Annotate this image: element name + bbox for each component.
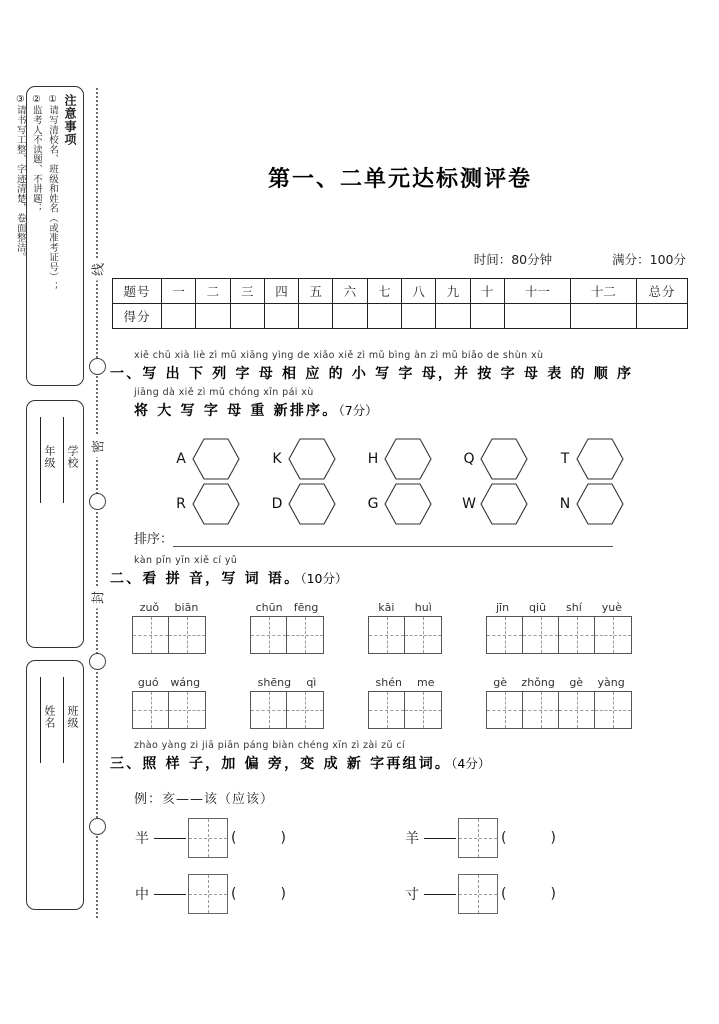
score-cell-6[interactable] (333, 304, 367, 329)
hexagon-icon[interactable] (288, 438, 336, 480)
field-school-label: 学校 (66, 445, 79, 469)
pinyin-syllable: gè (493, 676, 507, 689)
radical-item-1 (132, 818, 286, 858)
question-1-text-2 (110, 400, 690, 420)
hex-item[interactable] (458, 483, 554, 525)
hexagon-icon[interactable] (288, 483, 336, 525)
radical-word-paren[interactable]: ( ) (501, 830, 556, 846)
score-col-9: 九 (436, 279, 470, 304)
question-3-pinyin: zhào yàng zi jiā piān páng biàn chéng xīn zì zài zǔ cí (134, 740, 405, 751)
radical-answer-grid[interactable] (188, 874, 228, 914)
score-cell-8[interactable] (401, 304, 435, 329)
question-3-text (110, 753, 690, 773)
field-name[interactable] (40, 671, 57, 763)
table-row-headers (113, 279, 688, 304)
table-row-scores (113, 304, 688, 329)
radical-base: 寸 (405, 887, 419, 903)
question-2 (110, 555, 690, 588)
tian-cell[interactable] (559, 617, 595, 653)
hex-item[interactable] (170, 438, 266, 480)
question-3-points: （4分） (451, 756, 491, 771)
question-2-number: 二、 (110, 571, 143, 587)
score-cell-5[interactable] (299, 304, 333, 329)
hex-item[interactable] (554, 438, 650, 480)
tian-grid[interactable] (486, 616, 632, 654)
hex-item[interactable] (170, 483, 266, 525)
score-col-total: 总分 (637, 279, 688, 304)
pinyin-syllable: qiū (529, 601, 547, 614)
score-col-1: 一 (162, 279, 196, 304)
tian-grid[interactable] (132, 616, 206, 654)
hex-item[interactable] (554, 483, 650, 525)
score-cell-1[interactable] (162, 304, 196, 329)
pinyin-syllable: chūn (255, 601, 283, 614)
question-3-example-row (110, 788, 690, 807)
question-2-text (110, 568, 690, 588)
question-3 (110, 740, 690, 773)
pinyin-syllable: shén (375, 676, 402, 689)
radical-dash (154, 838, 186, 839)
hex-letter: A (176, 451, 186, 467)
radical-item-4 (402, 874, 556, 914)
tian-grid[interactable] (250, 616, 324, 654)
tian-cell[interactable] (405, 692, 441, 728)
field-class-line (63, 677, 64, 763)
question-2-points: （10分） (300, 571, 348, 586)
score-cell-7[interactable] (367, 304, 401, 329)
tian-cell[interactable] (169, 617, 205, 653)
question-3-example: 例：亥——该（应该） (134, 792, 275, 807)
notice-title: 注意事项 (63, 94, 77, 146)
score-col-10: 十 (470, 279, 504, 304)
score-cell-9[interactable] (436, 304, 470, 329)
class-name-box (26, 660, 84, 910)
pinyin-syllable: zhǒng (521, 676, 555, 689)
notice-item: ②监考人不读题、不讲题； (30, 94, 42, 214)
seal-circle (89, 818, 106, 835)
hex-item[interactable] (362, 483, 458, 525)
radical-answer-grid[interactable] (188, 818, 228, 858)
pinyin-syllable: yuè (601, 601, 623, 614)
radical-word-paren[interactable]: ( ) (501, 886, 556, 902)
word-group-2-pinyin (250, 601, 324, 614)
pinyin-syllable: fēng (293, 601, 319, 614)
hexagon-icon[interactable] (192, 483, 240, 525)
score-cell-total[interactable] (637, 304, 688, 329)
question-1-body-2: 将 大 写 字 母 重 新排序。 (134, 403, 339, 419)
pinyin-syllable: wáng (170, 676, 201, 689)
radical-answer-grid[interactable] (458, 874, 498, 914)
hex-letter: W (462, 496, 476, 512)
tian-grid[interactable] (368, 616, 442, 654)
tian-grid[interactable] (250, 691, 324, 729)
field-class-label: 班级 (66, 705, 79, 729)
tian-grid[interactable] (368, 691, 442, 729)
word-group-5-pinyin (132, 676, 206, 689)
radical-dash (424, 894, 456, 895)
seal-char-feng: 封 (88, 587, 107, 609)
score-col-2: 二 (196, 279, 230, 304)
word-group-2 (250, 601, 324, 654)
question-1-pinyin-1: xiě chū xià liè zì mǔ xiāng yìng de xiǎo xiě zì mǔ bìng àn zì mǔ biǎo de shùn xù (134, 350, 544, 361)
field-grade[interactable] (40, 411, 57, 503)
field-school[interactable] (63, 411, 80, 503)
letter-hexagons-row-2 (110, 483, 690, 525)
hex-letter: R (176, 496, 186, 512)
hex-letter: N (559, 496, 571, 512)
score-cell-2[interactable] (196, 304, 230, 329)
question-3-body: 照 样 子，加 偏 旁，变 成 新 字再组词。 (142, 756, 452, 772)
hex-row-lower (170, 483, 690, 525)
score-col-12: 十二 (570, 279, 636, 304)
word-group-6-pinyin (250, 676, 324, 689)
tian-grid[interactable] (132, 691, 206, 729)
radical-base: 羊 (405, 831, 419, 847)
tian-cell[interactable] (523, 617, 559, 653)
tian-cell[interactable] (559, 692, 595, 728)
hex-item[interactable] (266, 438, 362, 480)
tian-cell[interactable] (523, 692, 559, 728)
score-col-7: 七 (367, 279, 401, 304)
question-1-points: （7分） (338, 403, 378, 418)
radical-dash (424, 838, 456, 839)
word-group-3-pinyin (368, 601, 442, 614)
field-name-line (40, 677, 41, 763)
score-cell-10[interactable] (470, 304, 504, 329)
field-school-line (63, 417, 64, 503)
word-group-1 (132, 601, 206, 654)
score-table-row-label-2: 得分 (113, 304, 162, 329)
exam-time: 时间：80分钟 (473, 252, 553, 267)
radical-base: 中 (135, 887, 149, 903)
tian-cell[interactable] (287, 617, 323, 653)
question-1-number: 一、 (110, 366, 143, 382)
radical-answer-grid[interactable] (458, 818, 498, 858)
score-cell-3[interactable] (230, 304, 264, 329)
tian-cell[interactable] (169, 692, 205, 728)
score-cell-12[interactable] (570, 304, 636, 329)
order-answer-input[interactable] (173, 531, 613, 547)
word-group-7 (368, 676, 442, 729)
tian-cell[interactable] (133, 617, 169, 653)
field-name-label: 姓名 (43, 705, 56, 729)
question-1-body-1: 写 出 下 列 字 母 相 应 的 小 写 字 母，并 按 字 母 表 的 顺 序 (142, 366, 634, 382)
tian-grid[interactable] (486, 691, 632, 729)
score-table (112, 278, 688, 329)
letter-hexagons-row-1 (110, 438, 690, 480)
question-1-text-1 (110, 363, 690, 383)
tian-cell[interactable] (251, 692, 287, 728)
pinyin-syllable: huì (414, 601, 432, 614)
pinyin-syllable: me (417, 676, 435, 689)
exam-full-score: 满分：100分 (612, 252, 686, 267)
score-cell-4[interactable] (264, 304, 298, 329)
question-2-pinyin: kàn pīn yīn xiě cí yǔ (134, 555, 238, 566)
score-col-11: 十一 (504, 279, 570, 304)
notice-items (12, 94, 60, 378)
notice-item: ③请书写工整、字迹清楚，卷面整洁。 (14, 94, 26, 263)
tian-cell[interactable] (369, 617, 405, 653)
question-3-number: 三、 (110, 756, 143, 772)
word-group-7-pinyin (368, 676, 442, 689)
pinyin-syllable: shēng (257, 676, 292, 689)
hexagon-icon[interactable] (576, 438, 624, 480)
tian-cell[interactable] (369, 692, 405, 728)
hexagon-icon[interactable] (192, 438, 240, 480)
tian-cell[interactable] (487, 617, 523, 653)
pinyin-syllable: zuǒ (139, 601, 160, 614)
question-1-pinyin-2: jiāng dà xiě zì mǔ chóng xīn pái xù (134, 387, 314, 398)
tian-cell[interactable] (133, 692, 169, 728)
exam-meta (110, 250, 690, 268)
pinyin-syllable: gè (569, 676, 584, 689)
pinyin-syllable: qì (306, 676, 317, 689)
score-table-row-label: 题号 (113, 279, 162, 304)
tian-cell[interactable] (251, 617, 287, 653)
word-group-3 (368, 601, 442, 654)
hex-letter: D (271, 496, 283, 512)
score-col-6: 六 (333, 279, 367, 304)
tian-cell[interactable] (595, 617, 631, 653)
hex-row-upper (170, 438, 690, 480)
hex-item[interactable] (458, 438, 554, 480)
pinyin-syllable: biān (174, 601, 199, 614)
hex-item[interactable] (362, 438, 458, 480)
page-title: 第一、二单元达标测评卷 (267, 166, 532, 192)
score-col-4: 四 (264, 279, 298, 304)
seal-char-xian: 线 (88, 259, 107, 281)
tian-cell[interactable] (595, 692, 631, 728)
score-col-5: 五 (299, 279, 333, 304)
order-label: 排序： (134, 532, 174, 547)
pinyin-syllable: shí (566, 601, 582, 614)
hexagon-icon[interactable] (576, 483, 624, 525)
score-col-3: 三 (230, 279, 264, 304)
hex-letter: G (367, 496, 379, 512)
pinyin-syllable: guó (137, 676, 159, 689)
word-group-1-pinyin (132, 601, 206, 614)
radical-dash (154, 894, 186, 895)
hexagon-icon[interactable] (384, 483, 432, 525)
question-2-body: 看 拼 音，写 词 语。 (142, 571, 301, 587)
seal-char-mi: 密 (88, 436, 107, 458)
hexagon-icon[interactable] (480, 483, 528, 525)
word-group-5 (132, 676, 206, 729)
school-grade-box (26, 400, 84, 648)
notice-item: ①请写清校名、班级和姓名（或准考证号）； (47, 94, 58, 292)
pinyin-syllable: jīn (495, 601, 510, 614)
hex-letter: K (272, 451, 282, 467)
word-group-8 (486, 676, 632, 729)
hex-letter: Q (463, 451, 475, 467)
pinyin-syllable: kāi (378, 601, 395, 614)
tian-cell[interactable] (405, 617, 441, 653)
notice-box (14, 86, 84, 386)
hexagon-icon[interactable] (384, 438, 432, 480)
seal-circle (89, 493, 106, 510)
word-group-8-pinyin (486, 676, 632, 689)
field-grade-label: 年级 (43, 445, 56, 469)
tian-cell[interactable] (287, 692, 323, 728)
word-group-4-pinyin (486, 601, 632, 614)
hexagon-icon[interactable] (480, 438, 528, 480)
hex-item[interactable] (266, 483, 362, 525)
tian-cell[interactable] (487, 692, 523, 728)
seal-circle (89, 358, 106, 375)
radical-item-2 (402, 818, 556, 858)
radical-item-3 (132, 874, 286, 914)
radical-word-paren[interactable]: ( ) (231, 886, 286, 902)
word-group-4 (486, 601, 632, 654)
radical-word-paren[interactable]: ( ) (231, 830, 286, 846)
word-group-6 (250, 676, 324, 729)
radical-base: 半 (135, 831, 149, 847)
score-cell-11[interactable] (504, 304, 570, 329)
score-col-8: 八 (401, 279, 435, 304)
question-1 (110, 350, 690, 420)
hex-letter: T (560, 451, 570, 467)
field-class[interactable] (63, 671, 80, 763)
order-answer-row (110, 528, 690, 547)
seal-circle (89, 653, 106, 670)
pinyin-syllable: yàng (597, 676, 625, 689)
field-grade-line (40, 417, 41, 503)
hex-letter: H (367, 451, 379, 467)
paper-content (110, 88, 690, 918)
